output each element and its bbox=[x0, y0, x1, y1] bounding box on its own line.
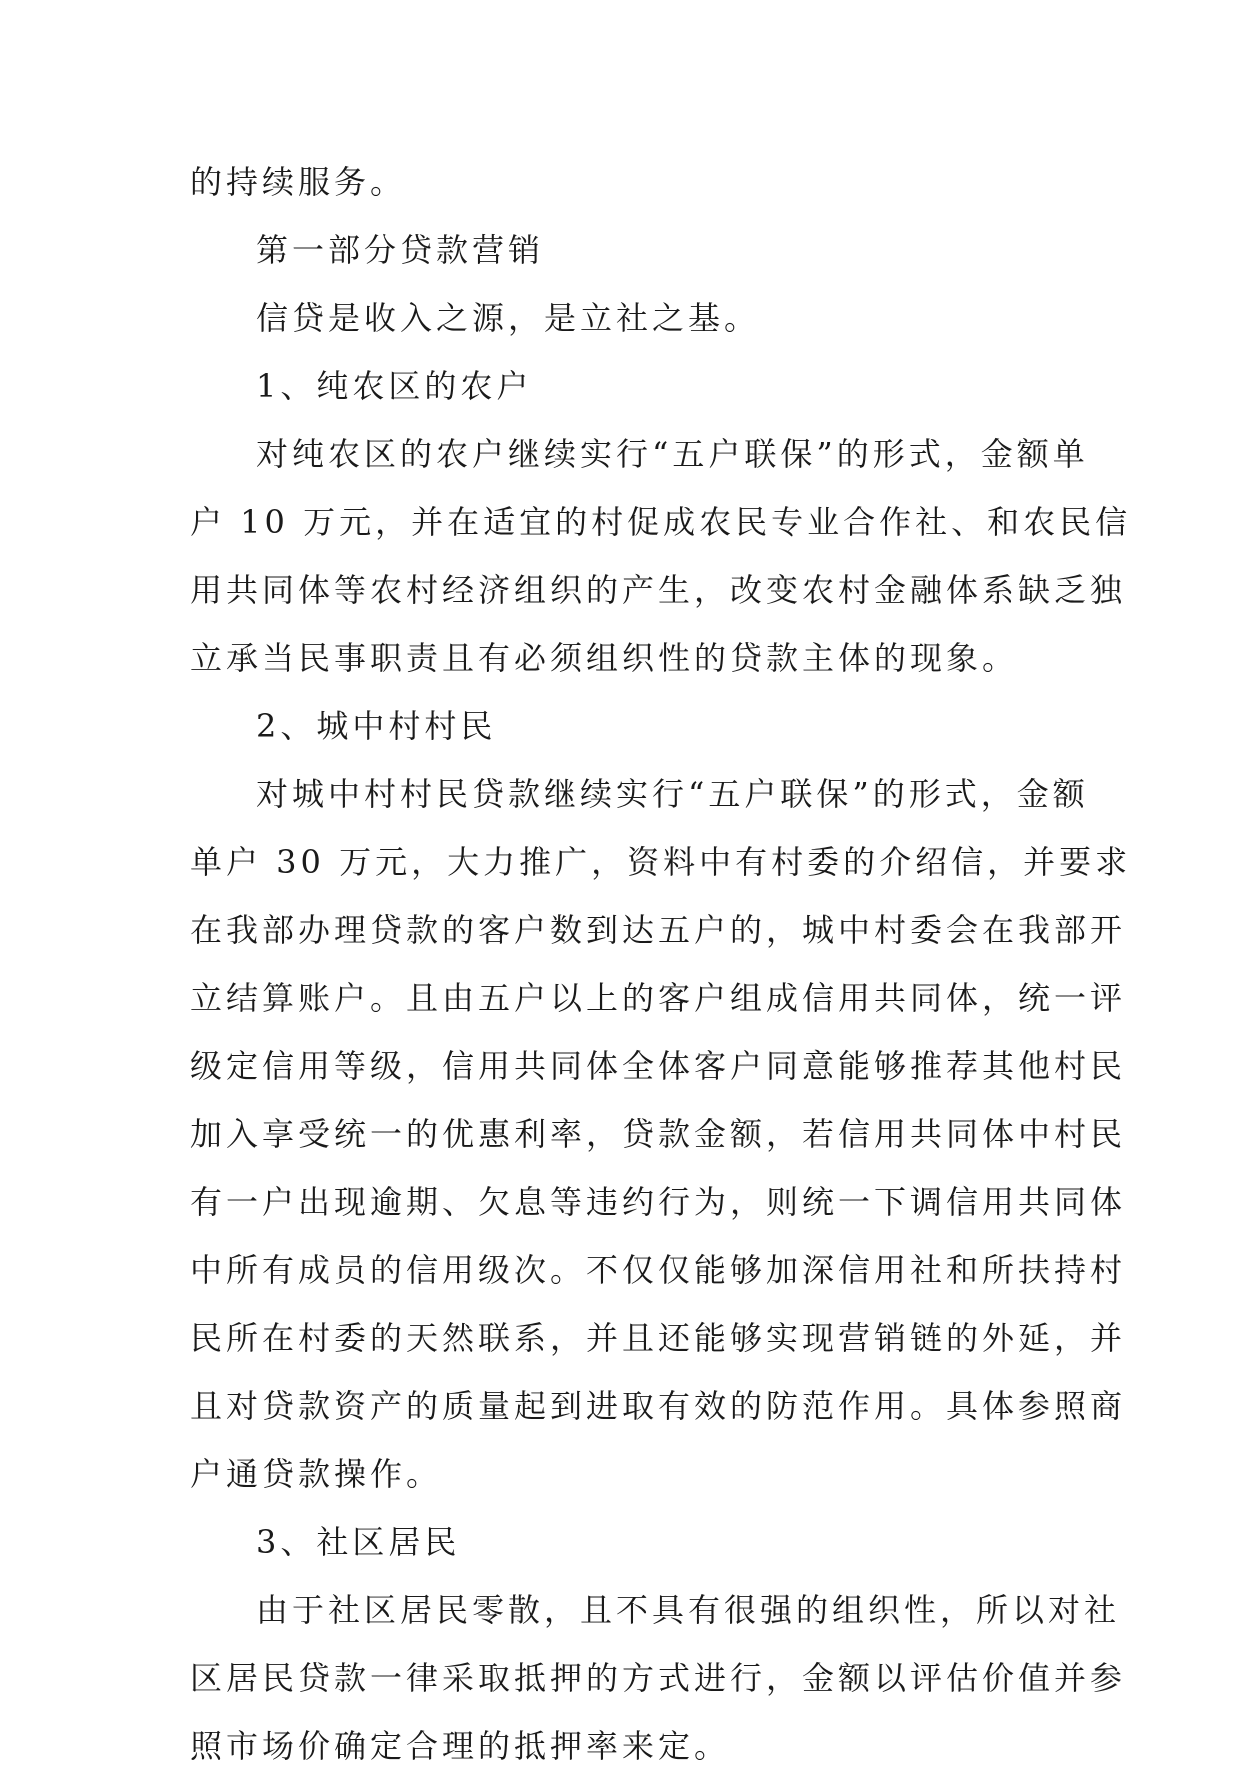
text-line: 级定信用等级，信用共同体全体客户同意能够推荐其他村民 bbox=[190, 1047, 1127, 1085]
text-line: 中所有成员的信用级次。不仅仅能够加深信用社和所扶持村 bbox=[190, 1251, 1127, 1289]
text-line: 1、纯农区的农户 bbox=[256, 367, 533, 405]
text-line: 户 10 万元，并在适宜的村促成农民专业合作社、和农民信 bbox=[190, 503, 1132, 541]
document-body bbox=[190, 148, 1132, 1780]
text-line: 单户 30 万元，大力推广，资料中有村委的介绍信，并要求 bbox=[190, 843, 1132, 881]
text-line: 2、城中村村民 bbox=[256, 707, 497, 745]
text-line: 照市场价确定合理的抵押率来定。 bbox=[190, 1727, 731, 1765]
text-line: 在我部办理贷款的客户数到达五户的，城中村委会在我部开 bbox=[190, 911, 1127, 949]
text-line: 3、社区居民 bbox=[256, 1523, 461, 1561]
text-line: 对城中村村民贷款继续实行“五户联保”的形式，金额 bbox=[256, 775, 1089, 813]
text-line: 立结算账户。且由五户以上的客户组成信用共同体，统一评 bbox=[190, 979, 1127, 1017]
text-line: 的持续服务。 bbox=[190, 163, 407, 201]
text-line: 第一部分贷款营销 bbox=[256, 231, 545, 269]
text-line: 区居民贷款一律采取抵押的方式进行，金额以评估价值并参 bbox=[190, 1659, 1127, 1697]
text-line: 户通贷款操作。 bbox=[190, 1455, 443, 1493]
text-line: 有一户出现逾期、欠息等违约行为，则统一下调信用共同体 bbox=[190, 1183, 1127, 1221]
text-line: 立承当民事职责且有必须组织性的贷款主体的现象。 bbox=[190, 639, 1019, 677]
text-line: 用共同体等农村经济组织的产生，改变农村金融体系缺乏独 bbox=[190, 571, 1127, 609]
text-line: 对纯农区的农户继续实行“五户联保”的形式，金额单 bbox=[256, 435, 1089, 473]
text-line: 加入享受统一的优惠利率，贷款金额，若信用共同体中村民 bbox=[190, 1115, 1127, 1153]
text-line: 民所在村委的天然联系，并且还能够实现营销链的外延，并 bbox=[190, 1319, 1127, 1357]
text-line: 且对贷款资产的质量起到进取有效的防范作用。具体参照商 bbox=[190, 1387, 1127, 1425]
text-line: 信贷是收入之源，是立社之基。 bbox=[256, 299, 761, 337]
text-line: 由于社区居民零散，且不具有很强的组织性，所以对社 bbox=[256, 1591, 1121, 1629]
